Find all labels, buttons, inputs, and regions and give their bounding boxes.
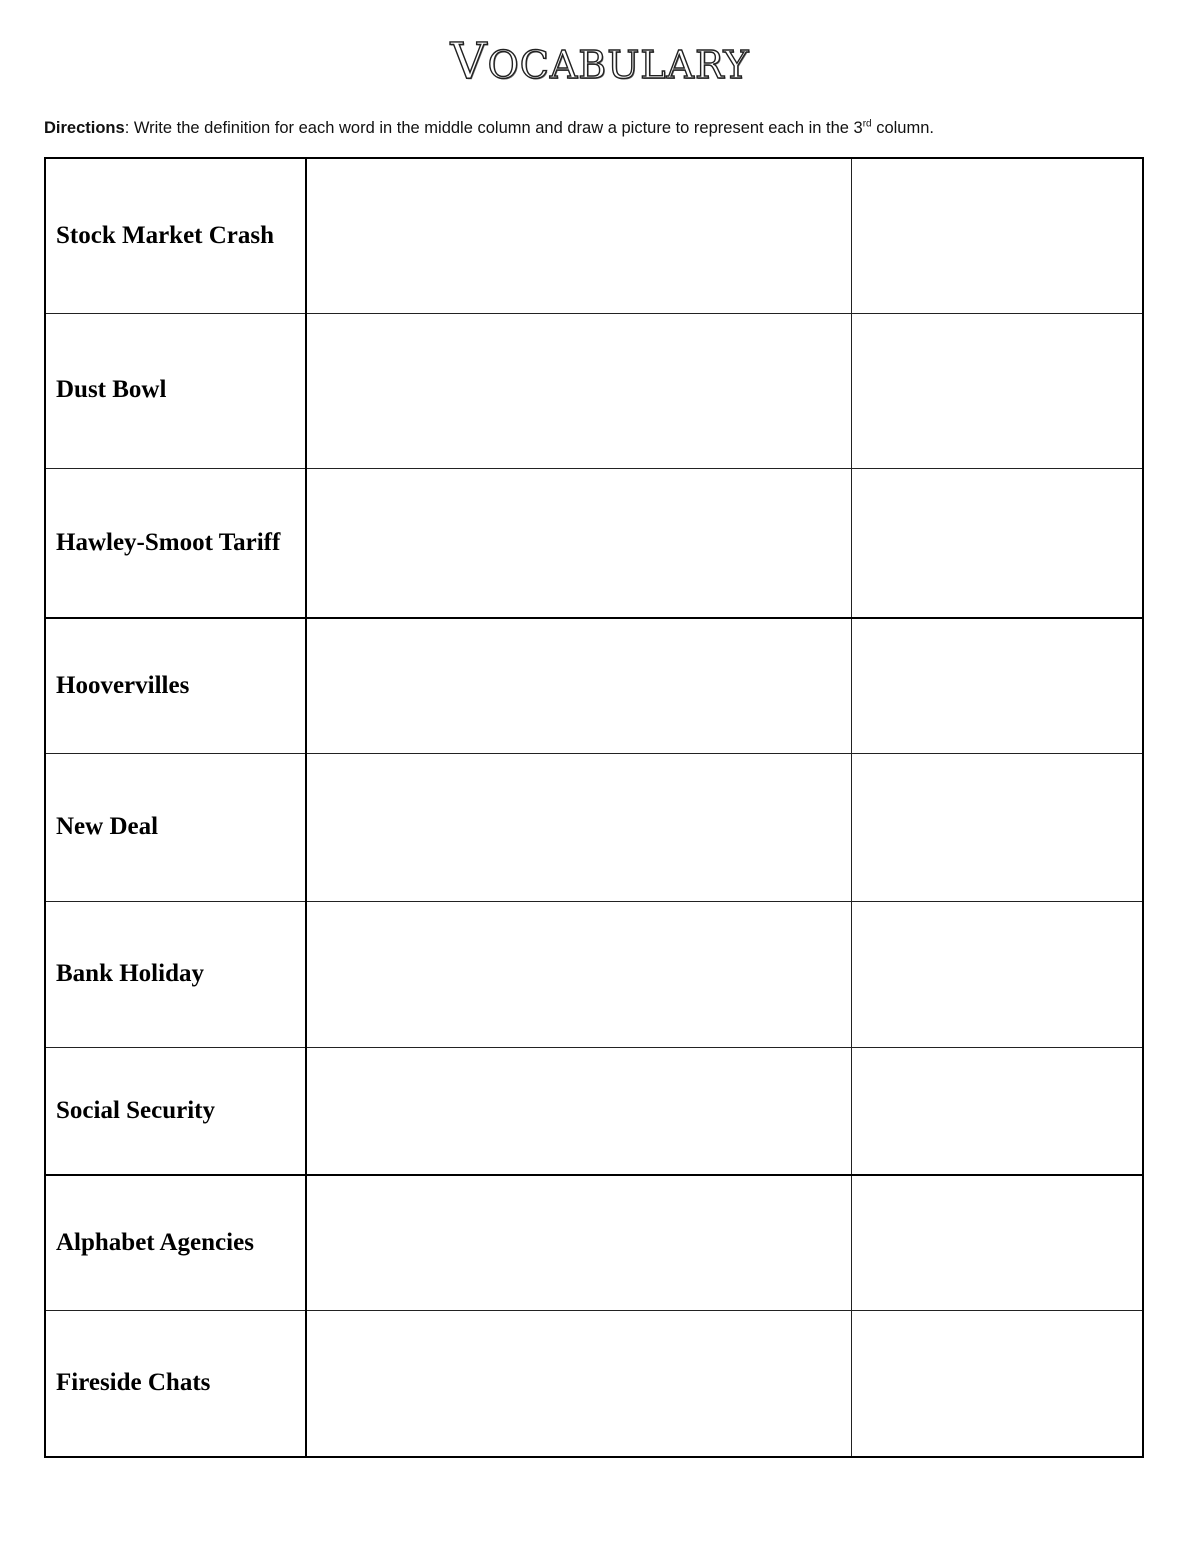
picture-cell[interactable] [852,753,1144,901]
title-rest: OCABULARY [487,43,750,87]
picture-cell[interactable] [852,313,1144,468]
table-row [45,158,1143,313]
picture-cell[interactable] [852,1047,1144,1175]
term-cell: Hoovervilles [45,618,306,753]
definition-cell[interactable] [306,158,852,313]
definition-cell[interactable] [306,313,852,468]
picture-cell[interactable] [852,158,1144,313]
term-cell: Hawley-Smoot Tariff [45,468,306,618]
term-cell: Bank Holiday [45,901,306,1047]
table-row [45,901,1143,1047]
picture-cell[interactable] [852,618,1144,753]
table-row [45,313,1143,468]
term-cell: Fireside Chats [45,1310,306,1457]
term-cell: Stock Market Crash [45,158,306,313]
directions [44,119,1154,138]
picture-cell[interactable] [852,1175,1144,1310]
definition-cell[interactable] [306,901,852,1047]
definition-cell[interactable] [306,1310,852,1457]
directions-text: : Write the definition for each word in the middle column and draw a picture to represent each in the 3 [124,119,863,137]
definition-cell[interactable] [306,1175,852,1310]
table-row [45,468,1143,618]
vocabulary-table [44,157,1144,1458]
table-row [45,1310,1143,1457]
term-cell: Alphabet Agencies [45,1175,306,1310]
page-title [0,32,1200,90]
term-cell: Dust Bowl [45,313,306,468]
picture-cell[interactable] [852,901,1144,1047]
directions-text-end: column. [871,119,934,137]
picture-cell[interactable] [852,1310,1144,1457]
term-cell: Social Security [45,1047,306,1175]
directions-superscript: rd [862,118,872,130]
definition-cell[interactable] [306,753,852,901]
table-row [45,1047,1143,1175]
title-first-letter: V [450,32,488,90]
definition-cell[interactable] [306,468,852,618]
term-cell: New Deal [45,753,306,901]
table-row [45,618,1143,753]
table-row [45,1175,1143,1310]
directions-label: Directions [44,119,125,137]
definition-cell[interactable] [306,1047,852,1175]
table-row [45,753,1143,901]
definition-cell[interactable] [306,618,852,753]
picture-cell[interactable] [852,468,1144,618]
